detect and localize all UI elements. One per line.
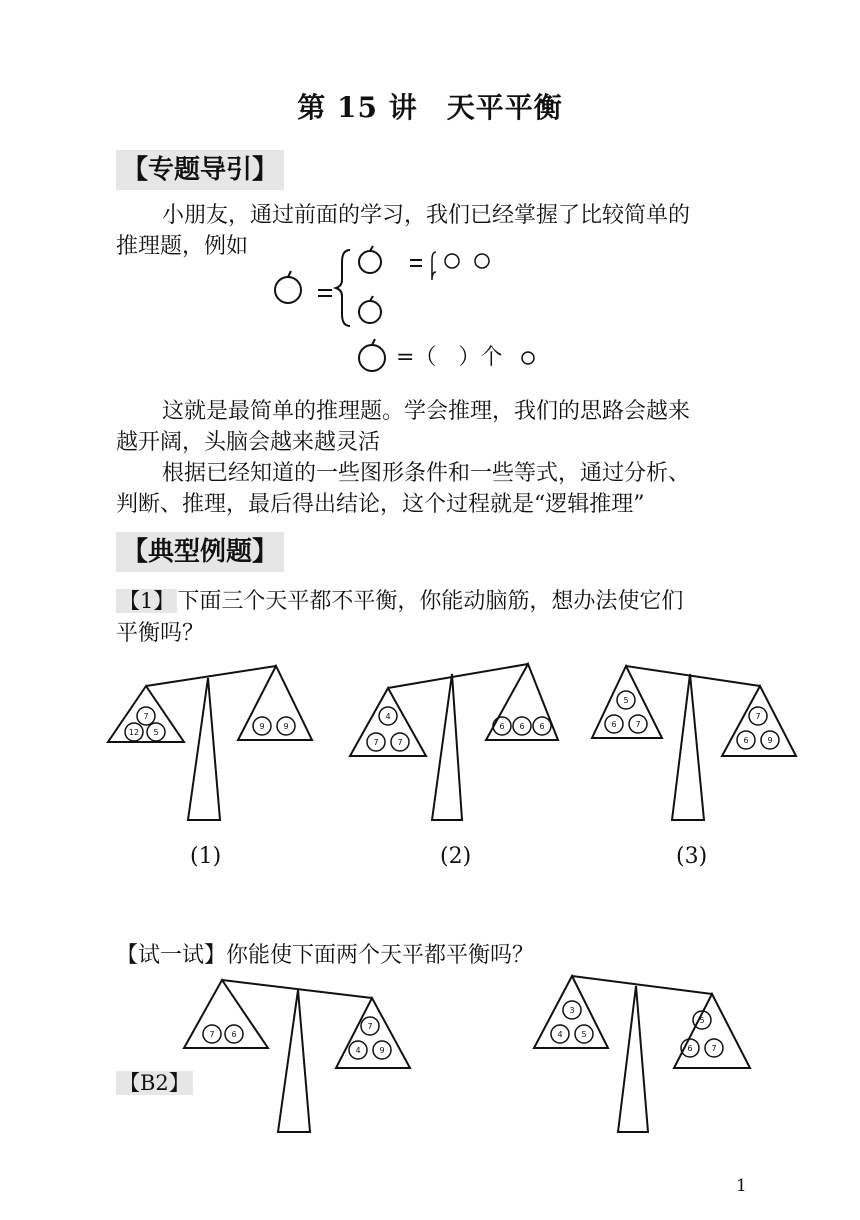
svg-text:3: 3 [569, 1006, 575, 1015]
try-scales-figure [170, 970, 770, 1140]
svg-text:7: 7 [373, 738, 379, 747]
balance-scale-3 [592, 666, 796, 820]
apple-icon [359, 246, 381, 273]
weight-label: 5 [153, 728, 159, 737]
try-it-line [116, 940, 756, 971]
svg-text:6: 6 [499, 722, 505, 731]
svg-text:6: 6 [743, 736, 749, 745]
weight-label: 9 [283, 722, 289, 731]
try-it-text: 你能使下面两个天平都平衡吗？ [226, 943, 535, 968]
svg-text:7: 7 [367, 1022, 373, 1031]
balance-scale-try-2 [534, 976, 750, 1132]
intro-paragraph-2-line-2: 越开阔，头脑会越来越灵活 [116, 430, 381, 455]
svg-text:4: 4 [355, 1046, 361, 1055]
svg-text:4: 4 [557, 1030, 563, 1039]
section-heading-intro: 【专题导引】 [116, 150, 284, 190]
svg-text:7: 7 [635, 720, 641, 729]
apple-icon [359, 296, 381, 323]
apple-icon [359, 339, 385, 371]
equation-answer-blank: =（ ）个 [396, 345, 503, 370]
svg-text:7: 7 [209, 1030, 215, 1039]
svg-text:5: 5 [581, 1030, 587, 1039]
intro-paragraph-1-line-1: 小朋友，通过前面的学习，我们已经掌握了比较简单的 [162, 203, 691, 228]
intro-paragraph-1-line-2: 推理题，例如 [116, 234, 249, 259]
weight-label: 7 [143, 712, 149, 721]
balance-scale-2 [350, 664, 558, 820]
scales-figure [100, 660, 800, 840]
question-1-text: 下面三个天平都不平衡，你能动脑筋，想办法使它们 [177, 589, 684, 614]
balance-scale-try-1 [184, 980, 410, 1132]
svg-text:6: 6 [519, 722, 525, 731]
page-title: 第 15 讲 天平平衡 [297, 91, 563, 124]
scale-3-label: (3) [676, 844, 708, 869]
try-it-tag: 【试一试】 [116, 943, 227, 968]
scale-2-label: (2) [440, 844, 472, 869]
svg-text:4: 4 [385, 712, 391, 721]
svg-text:6: 6 [687, 1044, 693, 1053]
question-1-line-2: 平衡吗？ [116, 621, 205, 646]
question-1-line-1 [116, 586, 756, 617]
scale-1-label: (1) [190, 844, 222, 869]
svg-text:7: 7 [755, 712, 761, 721]
balance-scale-1 [108, 666, 312, 820]
svg-text:6: 6 [539, 722, 545, 731]
svg-text:9: 9 [767, 736, 773, 745]
svg-text:5: 5 [623, 696, 629, 705]
svg-text:9: 9 [379, 1046, 385, 1055]
question-1-tag: 【1】 [116, 589, 177, 613]
b2-tag: 【B2】 [116, 1071, 193, 1095]
svg-text:6: 6 [231, 1030, 237, 1039]
intro-paragraph-3-line-2: 判断、推理，最后得出结论，这个过程就是“逻辑推理” [116, 492, 645, 517]
apple-icon [275, 271, 301, 303]
weight-label: 12 [128, 728, 140, 737]
weight-label: 9 [259, 722, 265, 731]
intro-paragraph-3-line-1: 根据已经知道的一些图形条件和一些等式，通过分析、 [162, 461, 691, 486]
svg-text:5: 5 [699, 1016, 705, 1025]
svg-text:6: 6 [611, 720, 617, 729]
svg-text:7: 7 [397, 738, 403, 747]
section-heading-examples: 【典型例题】 [116, 532, 284, 572]
b2-line [116, 1068, 193, 1099]
intro-paragraph-2-line-1: 这就是最简单的推理题。学会推理，我们的思路会越来 [162, 399, 691, 424]
page-number: 1 [736, 1176, 747, 1196]
svg-text:7: 7 [711, 1044, 717, 1053]
